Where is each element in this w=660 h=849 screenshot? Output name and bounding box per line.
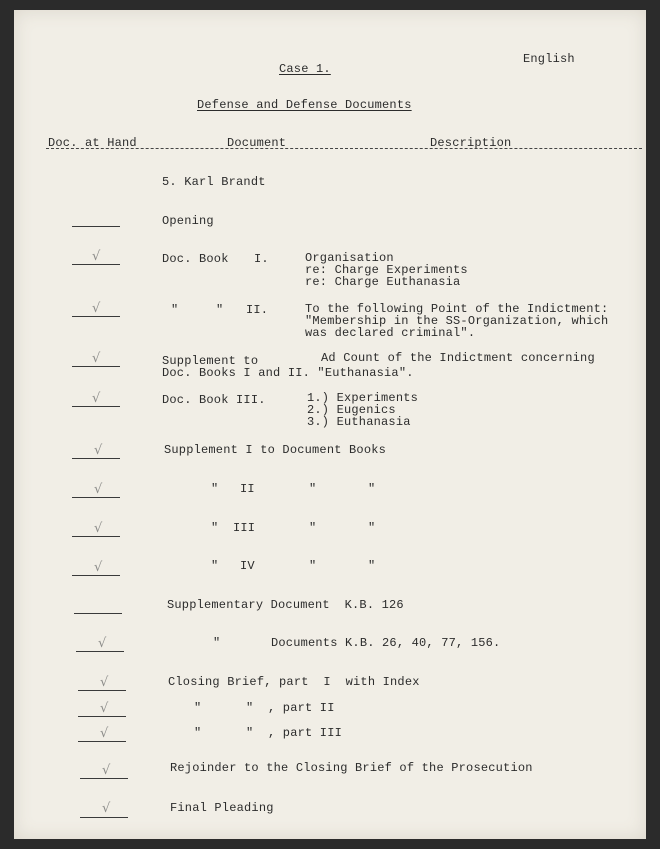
checkbox-blank-supp3 bbox=[72, 536, 120, 537]
supp4-number: IV bbox=[240, 559, 255, 573]
checkbox-blank-docbook1 bbox=[72, 264, 120, 265]
check-mark-icon: √ bbox=[102, 801, 111, 816]
ditto-mark: " bbox=[194, 701, 202, 715]
ditto-mark: " bbox=[211, 482, 219, 496]
check-mark-icon: √ bbox=[94, 560, 103, 575]
ditto-mark: " bbox=[368, 482, 376, 496]
check-mark-icon: √ bbox=[94, 521, 103, 536]
header-rule bbox=[46, 148, 642, 149]
ditto-mark: " bbox=[368, 559, 376, 573]
checkbox-blank-supplement bbox=[72, 366, 120, 367]
docbook1-number: I. bbox=[254, 252, 269, 266]
checkbox-blank-rejoinder bbox=[80, 778, 128, 779]
checkbox-blank-closing1 bbox=[78, 690, 126, 691]
supp2-number: II bbox=[240, 482, 255, 496]
item-opening: Opening bbox=[162, 214, 214, 228]
check-mark-icon: √ bbox=[100, 675, 109, 690]
docbook2-desc-line: was declared criminal". bbox=[305, 326, 476, 340]
item-closing-brief-3: , part III bbox=[268, 726, 343, 740]
checkbox-blank-closing2 bbox=[78, 716, 126, 717]
ditto-mark: " bbox=[246, 726, 254, 740]
column-document: Document bbox=[227, 136, 287, 150]
column-description: Description bbox=[430, 136, 512, 150]
ditto-mark: " bbox=[211, 521, 219, 535]
item-final-pleading: Final Pleading bbox=[170, 801, 274, 815]
check-mark-icon: √ bbox=[94, 443, 103, 458]
docbook1-desc-line: re: Charge Experiments bbox=[305, 263, 468, 277]
check-mark-icon: √ bbox=[92, 351, 101, 366]
checkbox-blank-supp2 bbox=[72, 497, 120, 498]
check-mark-icon: √ bbox=[100, 726, 109, 741]
ditto-mark: " bbox=[213, 636, 221, 650]
document-sheet bbox=[14, 10, 646, 839]
docbook3-desc-line: 3.) Euthanasia bbox=[307, 415, 411, 429]
checkbox-blank-supplementary bbox=[74, 613, 122, 614]
check-mark-icon: √ bbox=[92, 391, 101, 406]
ditto-mark: " bbox=[246, 701, 254, 715]
docbook2-number: II. bbox=[246, 303, 269, 317]
ditto-mark: " bbox=[309, 521, 317, 535]
item-closing-brief-2: , part II bbox=[268, 701, 335, 715]
ditto-mark: " bbox=[216, 303, 224, 317]
case-title: Case 1. bbox=[279, 62, 331, 76]
docbook3-desc-line: 1.) Experiments bbox=[307, 391, 419, 405]
checkbox-blank-final bbox=[80, 817, 128, 818]
checkbox-blank-docbook3 bbox=[72, 406, 120, 407]
ditto-mark: " bbox=[194, 726, 202, 740]
check-mark-icon: √ bbox=[98, 636, 107, 651]
docbook2-desc-line: To the following Point of the Indictment: bbox=[305, 302, 609, 316]
checkbox-blank-supp1 bbox=[72, 458, 120, 459]
ditto-mark: " bbox=[309, 482, 317, 496]
ditto-mark: " bbox=[368, 521, 376, 535]
checkbox-blank-closing3 bbox=[78, 741, 126, 742]
section-karl-brandt: 5. Karl Brandt bbox=[162, 175, 266, 189]
ditto-mark: " bbox=[309, 559, 317, 573]
checkbox-blank-opening bbox=[72, 226, 120, 227]
document-title: Defense and Defense Documents bbox=[197, 98, 412, 112]
ditto-mark: " bbox=[171, 303, 179, 317]
docbook3-desc-line: 2.) Eugenics bbox=[307, 403, 396, 417]
item-documents-kb: Documents K.B. 26, 40, 77, 156. bbox=[271, 636, 501, 650]
check-mark-icon: √ bbox=[100, 701, 109, 716]
column-doc-at-hand: Doc. at Hand bbox=[48, 136, 137, 150]
item-closing-brief-1: Closing Brief, part I with Index bbox=[168, 675, 420, 689]
item-rejoinder: Rejoinder to the Closing Brief of the Prosecution bbox=[170, 761, 533, 775]
docbook1-desc-line: Organisation bbox=[305, 251, 394, 265]
supplement-line: Doc. Books I and II. "Euthanasia". bbox=[162, 366, 414, 380]
check-mark-icon: √ bbox=[94, 482, 103, 497]
language-label: English bbox=[523, 52, 575, 66]
supplement-line: Supplement to bbox=[162, 354, 259, 368]
docbook2-desc-line: "Membership in the SS-Organization, which bbox=[305, 314, 609, 328]
check-mark-icon: √ bbox=[92, 249, 101, 264]
docbook3-label: Doc. Book III. bbox=[162, 393, 266, 407]
check-mark-icon: √ bbox=[102, 763, 111, 778]
docbook1-desc-line: re: Charge Euthanasia bbox=[305, 275, 461, 289]
item-supplementary-document: Supplementary Document K.B. 126 bbox=[167, 598, 404, 612]
ditto-mark: " bbox=[211, 559, 219, 573]
item-supplement-1: Supplement I to Document Books bbox=[164, 443, 387, 457]
supplement-desc: Ad Count of the Indictment concerning bbox=[321, 351, 595, 365]
checkbox-blank-documents bbox=[76, 651, 124, 652]
docbook1-label: Doc. Book bbox=[162, 252, 229, 266]
checkbox-blank-docbook2 bbox=[72, 316, 120, 317]
checkbox-blank-supp4 bbox=[72, 575, 120, 576]
check-mark-icon: √ bbox=[92, 301, 101, 316]
supp3-number: III bbox=[233, 521, 256, 535]
